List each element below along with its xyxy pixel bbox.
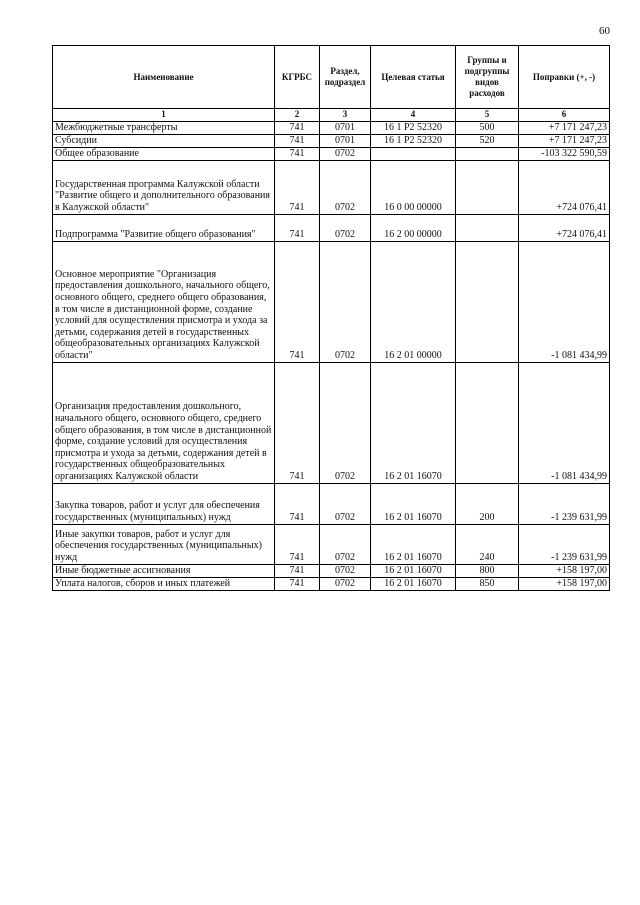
row-kgrbs: 741 [275,147,320,160]
page-number: 60 [599,25,610,37]
row-section: 0701 [320,134,371,147]
row-kgrbs: 741 [275,524,320,564]
row-group: 200 [456,483,519,524]
row-name: Организация предоставления дошкольного, начального общего, основного общего, среднего общего образования, в том числе в дистанционной форме, создание условий для осуществления присмотра и ухода за детьми, содержания детей в государственных общеобразовательных организациях Калужской области [53,362,275,483]
row-kgrbs: 741 [275,134,320,147]
col-number: 5 [456,109,519,122]
row-group [456,147,519,160]
table-row [53,121,610,134]
row-name: Субсидии [53,134,275,147]
row-section: 0702 [320,577,371,590]
row-group [456,214,519,241]
table-row [53,483,610,524]
row-kgrbs: 741 [275,577,320,590]
row-group: 520 [456,134,519,147]
col-number: 2 [275,109,320,122]
row-amount: +158 197,00 [519,564,610,577]
row-section: 0702 [320,362,371,483]
col-number: 4 [371,109,456,122]
col-number: 6 [519,109,610,122]
row-name: Иные закупки товаров, работ и услуг для обеспечения государственных (муниципальных) нужд [53,524,275,564]
row-kgrbs: 741 [275,241,320,362]
row-kgrbs: 741 [275,483,320,524]
row-amount: -1 081 434,99 [519,362,610,483]
row-group [456,362,519,483]
row-target: 16 0 00 00000 [371,160,456,214]
row-section: 0702 [320,214,371,241]
row-amount: -1 239 631,99 [519,524,610,564]
row-section: 0702 [320,160,371,214]
row-group [456,160,519,214]
row-target: 16 2 01 16070 [371,564,456,577]
row-name: Межбюджетные трансферты [53,121,275,134]
row-section: 0702 [320,483,371,524]
row-name: Подпрограмма "Развитие общего образования" [53,214,275,241]
row-target [371,147,456,160]
row-amount: +724 076,41 [519,214,610,241]
row-amount: -103 322 590,59 [519,147,610,160]
table-row [53,160,610,214]
header-section: Раздел, подраздел [320,46,371,109]
header-groups: Группы и подгруппы видов расходов [456,46,519,109]
row-kgrbs: 741 [275,214,320,241]
row-target: 16 1 Р2 52320 [371,121,456,134]
row-kgrbs: 741 [275,362,320,483]
header-kgrbs: КГРБС [275,46,320,109]
header-amend: Поправки (+, -) [519,46,610,109]
row-section: 0702 [320,241,371,362]
row-name: Уплата налогов, сборов и иных платежей [53,577,275,590]
row-name: Государственная программа Калужской области "Развитие общего и дополнительного образования в Калужской области" [53,160,275,214]
table-row [53,524,610,564]
row-kgrbs: 741 [275,564,320,577]
row-name: Закупка товаров, работ и услуг для обеспечения государственных (муниципальных) нужд [53,483,275,524]
col-number: 1 [53,109,275,122]
row-group: 800 [456,564,519,577]
row-group: 850 [456,577,519,590]
row-name: Основное мероприятие "Организация предоставления дошкольного, начального общего, основного общего, среднего общего образования, в том числе в дистанционной форме, создание условий для осуществления присмотра и ухода за детьми, содержания детей в государственных общеобразовательных организациях Калужской области" [53,241,275,362]
table-row [53,362,610,483]
table-row [53,241,610,362]
row-section: 0702 [320,147,371,160]
row-amount: +724 076,41 [519,160,610,214]
row-target: 16 1 Р2 52320 [371,134,456,147]
row-amount: +7 171 247,23 [519,134,610,147]
row-amount: +158 197,00 [519,577,610,590]
header-target: Целевая статья [371,46,456,109]
row-target: 16 2 01 16070 [371,362,456,483]
row-amount: +7 171 247,23 [519,121,610,134]
row-amount: -1 081 434,99 [519,241,610,362]
table-row [53,577,610,590]
table-row [53,147,610,160]
row-section: 0702 [320,524,371,564]
row-target: 16 2 01 16070 [371,483,456,524]
column-numbers-row [53,109,610,122]
row-target: 16 2 01 16070 [371,577,456,590]
row-name: Общее образование [53,147,275,160]
row-group [456,241,519,362]
budget-table [52,45,610,591]
row-group: 240 [456,524,519,564]
table-row [53,564,610,577]
row-section: 0702 [320,564,371,577]
row-target: 16 2 00 00000 [371,214,456,241]
row-kgrbs: 741 [275,160,320,214]
table-row [53,134,610,147]
row-group: 500 [456,121,519,134]
header-name: Наименование [53,46,275,109]
row-name: Иные бюджетные ассигнования [53,564,275,577]
row-amount: -1 239 631,99 [519,483,610,524]
row-target: 16 2 01 00000 [371,241,456,362]
row-target: 16 2 01 16070 [371,524,456,564]
table-row [53,214,610,241]
row-kgrbs: 741 [275,121,320,134]
row-section: 0701 [320,121,371,134]
table-header-row [53,46,610,109]
col-number: 3 [320,109,371,122]
